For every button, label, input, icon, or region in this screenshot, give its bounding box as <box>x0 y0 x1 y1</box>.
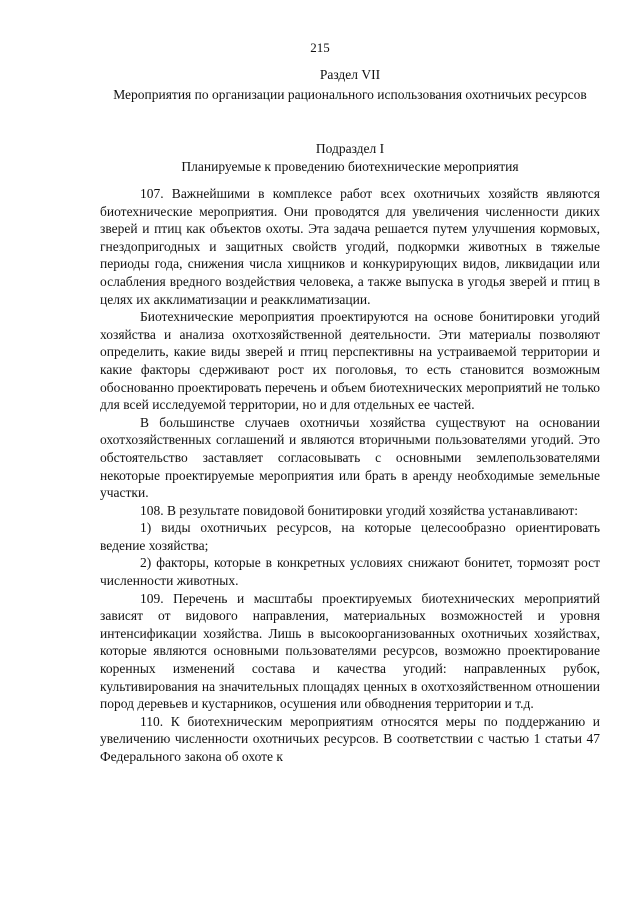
section-title: Мероприятия по организации рационального использования охотничьих ресурсов <box>113 87 587 102</box>
subsection-title: Планируемые к проведению биотехнические мероприятия <box>181 159 519 174</box>
body-text <box>100 185 600 766</box>
paragraph-109: 109. Перечень и масштабы проектируемых биотехнических мероприятий зависят от видового направления, материальных возможностей и уровня интенсификации хозяйства. Лишь в высокоорганизованных охотничьих хозяйствах, которые являются основными пользователями ресурсов, возможно проектирование коренных изменений состава и качества угодий: направленных рубок, культивирования на значительных площадях ценных в охотхозяйственном отношении пород деревьев и кустарников, осушения или обводнения территории и т.д. <box>100 590 600 712</box>
paragraph-110: 110. К биотехническим мероприятиям относятся меры по поддержанию и увеличению численности охотничьих ресурсов. В соответствии с частью 1 статьи 47 Федерального закона об охоте к <box>100 713 600 764</box>
section-label: Раздел VII <box>319 67 381 82</box>
list-item-1: 1) виды охотничьих ресурсов, на которые целесообразно ориентировать ведение хозяйства; <box>100 520 600 553</box>
page-number: 215 <box>310 40 330 55</box>
paragraph-secondary-users: В большинстве случаев охотничьи хозяйства существуют на основании охотхозяйственных соглашений и являются вторичными пользователями угодий. Это обстоятельство заставляет согласовывать с основными землепользователями некоторые проектируемые мероприятия или брать в аренду необходимые земельные участки. <box>100 414 600 501</box>
list-item-2: 2) факторы, которые в конкретных условиях снижают бонитет, тормозят рост численности животных. <box>100 555 600 589</box>
paragraph-107: 107. Важнейшими в комплексе работ всех охотничьих хозяйств являются биотехнические мероприятия. Они проводятся для увеличения численности диких зверей и птиц как объектов охоты. Эта задача решается путем улучшения кормовых, гнездопригодных и защитных свойств угодий, подкормки животных в тяжелые периоды года, снижения числа хищников и конкурирующих видов, ликвидации или ослабления вредного воздействия человека, а также выпуска в угодья зверей и птиц в целях их акклиматизации и реакклиматизации. <box>100 186 600 307</box>
paragraph-108: 108. В результате повидовой бонитировки угодий хозяйства устанавливают: <box>140 502 579 518</box>
subsection-label: Подраздел I <box>315 141 385 156</box>
paragraph-biotech-design: Биотехнические мероприятия проектируются на основе бонитировки угодий хозяйства и анализа охотхозяйственной деятельности. Эти материалы позволяют определить, какие виды зверей и птиц перспективны на устраиваемой территории и какие факторы сдерживают рост их поголовья, то есть становится возможным обоснованно проектировать перечень и объем биотехнических мероприятий не только для всей исследуемой территории, но и для отдельных ее частей. <box>100 309 600 413</box>
